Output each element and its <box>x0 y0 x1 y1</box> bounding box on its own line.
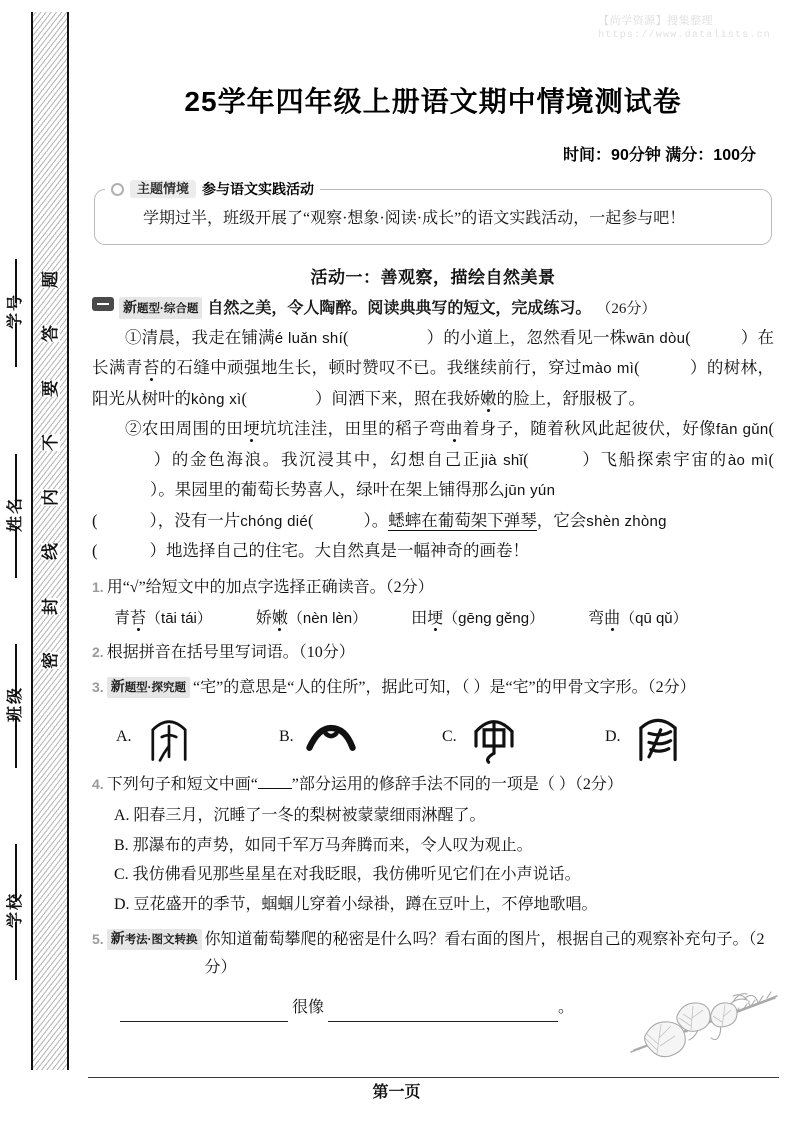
p1-seg-f: ）间洒下来，照在我娇 <box>314 388 480 408</box>
question-3-glyph-options <box>116 710 774 764</box>
question-4-text-a: 下列句子和短文中画“ <box>106 776 258 794</box>
section-heading-text: 自然之美，令人陶醉。阅读典典写的短文，完成练习。 <box>207 299 592 317</box>
p2-pinyin-3: ào mì <box>727 451 769 469</box>
p1-pinyin-4: kòng xì <box>191 390 242 408</box>
sealing-line-text <box>31 270 69 670</box>
section-heading <box>92 297 774 321</box>
p2-pinyin-1: fān gǔn <box>716 421 769 439</box>
seal-char: 答 <box>40 325 60 343</box>
situation-subtitle: 参与语文实践活动 <box>202 181 315 197</box>
seal-char: 内 <box>40 488 60 506</box>
question-4-choices <box>114 801 774 919</box>
p1-seg-a: ①清晨，我走在铺满 <box>125 327 275 347</box>
choice-b[interactable]: B. 那瀑布的声势，如同千军万马奔腾而来，令人叹为观止。 <box>114 836 533 854</box>
passage-paragraph-1: ①清晨，我走在铺满é luǎn shí( ）的小道上，忽然看见一株wān dòu( ）在长满青苔的石缝中顽强地生长，顿时赞叹不已。我继续前行，穿过mào mì( ）的树林，阳光从树叶的kòng xì( ）间洒下来，照在我娇嫩的脸上，舒服极了。 <box>92 327 775 408</box>
glyph-option-b[interactable] <box>279 710 442 764</box>
tag-rest-label: 考法·图文转换 <box>124 934 198 947</box>
question-4 <box>92 771 774 919</box>
seal-char: 题 <box>40 271 60 288</box>
pinyin-option[interactable]: 田埂（gēng gěng） <box>411 609 545 627</box>
p2-pinyin-2: jià shǐ <box>481 451 524 469</box>
p2-seg-a: ②农田周围的田 <box>125 419 244 439</box>
seal-char: 线 <box>40 543 60 561</box>
page-footer <box>0 1079 793 1102</box>
info-label-student-no: 学号 <box>6 292 24 330</box>
p1-pinyin-2: wān dòu <box>626 329 686 347</box>
question-4-inline-blank <box>258 788 292 789</box>
p1-seg-c: ）在长满青 <box>92 327 775 378</box>
p2-pinyin-5: chóng dié <box>240 512 309 530</box>
info-rule-bottom <box>15 323 17 367</box>
question-1-text: 用“√”给短文中的加点字选择正确读音。（2分） <box>106 578 434 596</box>
question-4-number: 4. <box>92 776 104 793</box>
seal-char: 要 <box>40 379 60 397</box>
option-letter-a: A. <box>116 728 132 746</box>
info-label-school: 学校 <box>6 891 24 929</box>
p1-pinyin-3: mào mì <box>581 360 635 378</box>
situation-section <box>94 181 772 245</box>
tag-rest-label: 题型·探究题 <box>124 682 187 695</box>
situation-text: 学期过半，班级开展了“观察·想象·阅读·成长”的语文实践活动，一起参与吧！ <box>143 210 686 227</box>
p1-dotted-char-2: 嫩 <box>479 388 497 408</box>
info-rule-bottom <box>15 716 17 768</box>
info-field-class <box>0 644 31 768</box>
p2-dotted-char-1: 埂 <box>243 419 261 439</box>
option-letter-b: B. <box>279 728 294 746</box>
answer-period: 。 <box>558 999 575 1017</box>
p1-dotted-char-1: 苔 <box>142 358 160 378</box>
exam-paper-body <box>88 14 778 1022</box>
reading-passage <box>92 323 774 567</box>
p2-pinyin-6: shèn zhòng <box>586 512 667 530</box>
p2-seg-f: ）。果园里的葡萄长势喜人，绿叶在架上铺得那么 <box>150 480 505 500</box>
question-4-text-b: ”部分运用的修辞手法不同的一项是（ ）（2分） <box>291 776 623 794</box>
question-1 <box>92 574 774 632</box>
question-5-text: 你知道葡萄攀爬的秘密是什么吗？看右面的图片，根据自己的观察补充句子。（2分） <box>204 931 765 977</box>
p2-dotted-char-2: 曲 <box>445 419 463 439</box>
info-field-name <box>0 454 31 578</box>
info-label-class: 班级 <box>6 685 24 723</box>
question-2 <box>92 639 774 667</box>
student-info-column <box>0 14 31 1068</box>
choice-d[interactable]: D. 豆花盛开的季节，蝈蝈儿穿着小绿褂，蹲在豆叶上，不停地歌唱。 <box>114 895 598 913</box>
p2-seg-j: ）地选择自己的住宅。大自然真是一幅神奇的画卷！ <box>149 541 529 561</box>
p2-seg-g: ），没有一片 <box>149 510 241 530</box>
question-3-number: 3. <box>92 679 104 696</box>
info-rule-bottom <box>15 526 17 578</box>
question-3 <box>92 674 774 764</box>
exam-meta: 时间：90分钟 满分：100分 <box>563 147 756 164</box>
info-label-name: 姓名 <box>6 495 24 533</box>
p1-pinyin-1: é luǎn shí <box>274 329 344 347</box>
info-field-student-no <box>0 259 31 367</box>
p2-seg-b: 坑坑洼洼，田里的稻子弯 <box>260 419 446 439</box>
passage-paragraph-2: ②农田周围的田埂坑坑洼洼，田里的稻子弯曲着身子，随着秋风此起彼伏，好像fān gǔn(）的金色海浪。我沉浸其中，幻想自己正jià shǐ( ）飞船探索宇宙的ào mì(）。果园里的葡萄长势喜人，绿叶在架上铺得那么jūn yún ( ），没有一片chóng dié( ）。蟋蟀在葡萄架下弹琴，它会shèn zhòng ( ）地选择自己的住宅。大自然真是一幅神奇的画卷！ <box>92 419 775 561</box>
pinyin-option[interactable]: 青苔（tāi tái） <box>114 609 212 627</box>
footer-divider <box>88 1077 779 1078</box>
grape-vine-illustration <box>625 974 785 1066</box>
activity-title: 活动一：善观察，描绘自然美景 <box>310 267 556 287</box>
question-3-text: “宅”的意思是“人的住所”，据此可知，（ ）是“宅”的甲骨文字形。（2分） <box>193 679 696 697</box>
tag-new-label: 新 <box>123 298 137 315</box>
p2-underlined-sentence: 蟋蟀在葡萄架下弹琴 <box>388 510 537 530</box>
p2-seg-d: ）的金色海浪。我沉浸其中，幻想自己正 <box>152 449 482 469</box>
p1-seg-e: ）的树林，阳光从树叶的 <box>92 358 775 408</box>
glyph-option-c[interactable] <box>442 710 605 764</box>
choice-a[interactable]: A. 阳春三月，沉睡了一冬的梨树被蒙蒙细雨淋醒了。 <box>114 807 486 825</box>
situation-box <box>94 181 772 245</box>
p1-seg-d: 的石缝中顽强地生长，顿时赞叹不已。我继续前行，穿过 <box>159 358 582 378</box>
option-letter-d: D. <box>605 728 621 746</box>
answer-connector-text: 很像 <box>292 999 325 1017</box>
situation-header <box>105 179 320 199</box>
tag-new-label: 新 <box>110 678 125 695</box>
pinyin-option[interactable]: 娇嫩（nèn lèn） <box>255 609 368 627</box>
question-4-text <box>107 771 774 799</box>
question-2-number: 2. <box>92 644 104 661</box>
tag-new-label: 新 <box>110 930 125 947</box>
tag-rest-label: 题型·综合题 <box>137 302 199 315</box>
section-number-badge <box>92 297 114 311</box>
question-5-number: 5. <box>92 931 104 948</box>
p2-seg-h: ）。 <box>363 510 389 530</box>
p2-seg-c: 着身子，随着秋风此起彼伏，好像 <box>462 419 716 439</box>
section-tag <box>119 297 202 318</box>
answer-blank-left[interactable] <box>120 1004 288 1022</box>
oracle-glyph-c-icon <box>467 710 521 764</box>
situation-chip: 主题情境 <box>130 180 196 198</box>
question-1-number: 1. <box>92 578 104 595</box>
p2-seg-i: ，它会 <box>536 510 587 530</box>
page-title: 25学年四年级上册语文期中情境测试卷 <box>184 86 682 117</box>
watermark-source: 【尚学资源】搜集整理 <box>598 15 714 27</box>
page-number: 第一页 <box>372 1084 421 1101</box>
watermark-url: https://www.datalists.cn <box>598 29 771 41</box>
glyph-option-d[interactable] <box>605 710 768 764</box>
p1-seg-b: ）的小道上，忽然看见一株 <box>426 327 627 347</box>
p2-pinyin-4: jūn yún <box>504 482 556 500</box>
glyph-option-a[interactable] <box>116 710 279 764</box>
option-letter-c: C. <box>442 728 457 746</box>
oracle-glyph-d-icon <box>631 710 685 764</box>
oracle-glyph-b-icon <box>304 710 358 764</box>
pinyin-option[interactable]: 弯曲（qū qǔ） <box>588 609 688 627</box>
question-5-tag <box>107 929 202 950</box>
p2-seg-e: ）飞船探索宇宙的 <box>580 449 728 469</box>
seal-char: 封 <box>40 597 60 615</box>
question-3-tag <box>107 677 190 698</box>
info-rule-bottom <box>15 922 17 980</box>
section-score: （26分） <box>596 300 657 317</box>
answer-blank-right[interactable] <box>328 1004 558 1022</box>
ring-icon <box>111 183 124 196</box>
oracle-glyph-a-icon <box>142 710 196 764</box>
seal-char: 密 <box>40 651 60 669</box>
info-field-school <box>0 844 31 980</box>
question-2-text: 根据拼音在括号里写词语。（10分） <box>106 644 355 662</box>
seal-char: 不 <box>40 434 60 452</box>
p1-seg-g: 的脸上，舒服极了。 <box>496 388 645 408</box>
question-1-options <box>114 605 774 632</box>
choice-c[interactable]: C. 我仿佛看见那些星星在对我眨眼，我仿佛听见它们在小声说话。 <box>114 866 581 884</box>
